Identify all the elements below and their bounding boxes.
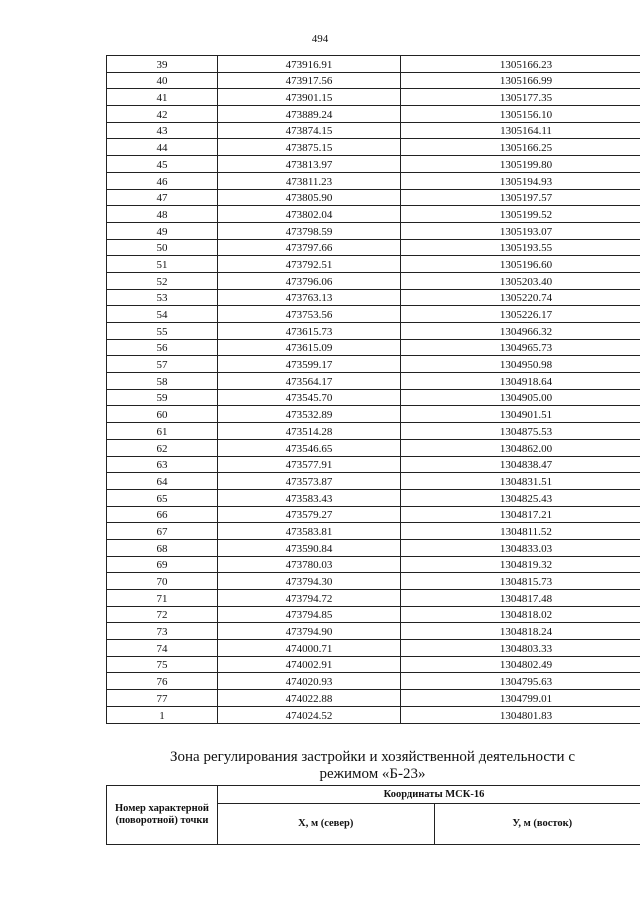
x-coordinate-cell: 473901.15 bbox=[218, 89, 401, 106]
y-coordinate-cell: 1304801.83 bbox=[401, 706, 640, 723]
table-row bbox=[107, 56, 640, 73]
point-number-cell: 58 bbox=[107, 373, 218, 390]
table-row bbox=[107, 489, 640, 506]
table-row bbox=[107, 523, 640, 540]
y-coordinate-cell: 1305203.40 bbox=[401, 272, 640, 289]
x-coordinate-cell: 473875.15 bbox=[218, 139, 401, 156]
table-row bbox=[107, 272, 640, 289]
table-row bbox=[107, 172, 640, 189]
table-row bbox=[107, 206, 640, 223]
y-coordinate-cell: 1304795.63 bbox=[401, 673, 640, 690]
table-row bbox=[107, 606, 640, 623]
x-coordinate-cell: 474024.52 bbox=[218, 706, 401, 723]
point-number-header: Номер характерной (поворотной) точки bbox=[107, 786, 218, 845]
point-number-cell: 53 bbox=[107, 289, 218, 306]
y-coordinate-cell: 1304965.73 bbox=[401, 339, 640, 356]
table-row bbox=[107, 406, 640, 423]
table-row bbox=[107, 239, 640, 256]
y-coordinate-cell: 1304819.32 bbox=[401, 556, 640, 573]
table-row bbox=[107, 356, 640, 373]
point-number-cell: 43 bbox=[107, 122, 218, 139]
x-coordinate-cell: 473917.56 bbox=[218, 72, 401, 89]
x-north-header: X, м (север) bbox=[218, 804, 435, 845]
x-coordinate-cell: 473792.51 bbox=[218, 256, 401, 273]
y-east-header: У, м (восток) bbox=[434, 804, 640, 845]
y-coordinate-cell: 1304838.47 bbox=[401, 456, 640, 473]
table-row bbox=[107, 323, 640, 340]
table-row bbox=[107, 673, 640, 690]
table-row bbox=[107, 690, 640, 707]
point-number-cell: 74 bbox=[107, 640, 218, 657]
table-row bbox=[107, 256, 640, 273]
x-coordinate-cell: 473615.09 bbox=[218, 339, 401, 356]
table-row bbox=[107, 89, 640, 106]
x-coordinate-cell: 473916.91 bbox=[218, 56, 401, 73]
point-number-cell: 65 bbox=[107, 489, 218, 506]
point-number-cell: 55 bbox=[107, 323, 218, 340]
y-coordinate-cell: 1304815.73 bbox=[401, 573, 640, 590]
table-row bbox=[107, 306, 640, 323]
y-coordinate-cell: 1305196.60 bbox=[401, 256, 640, 273]
y-coordinate-cell: 1304803.33 bbox=[401, 640, 640, 657]
table-row bbox=[107, 423, 640, 440]
table-row bbox=[107, 590, 640, 607]
table-row bbox=[107, 339, 640, 356]
table-row bbox=[107, 473, 640, 490]
y-coordinate-cell: 1304817.21 bbox=[401, 506, 640, 523]
table-row bbox=[107, 456, 640, 473]
x-coordinate-cell: 473780.03 bbox=[218, 556, 401, 573]
point-number-cell: 44 bbox=[107, 139, 218, 156]
x-coordinate-cell: 473813.97 bbox=[218, 156, 401, 173]
point-number-cell: 45 bbox=[107, 156, 218, 173]
y-coordinate-cell: 1305156.10 bbox=[401, 106, 640, 123]
table-row bbox=[107, 506, 640, 523]
y-coordinate-cell: 1305197.57 bbox=[401, 189, 640, 206]
point-number-cell: 57 bbox=[107, 356, 218, 373]
y-coordinate-cell: 1304818.02 bbox=[401, 606, 640, 623]
point-number-cell: 73 bbox=[107, 623, 218, 640]
zone-title: Зона регулирования застройки и хозяйственной деятельности с режимом «Б-23» bbox=[170, 749, 575, 782]
x-coordinate-cell: 473583.81 bbox=[218, 523, 401, 540]
coordinates-table-body bbox=[107, 56, 640, 724]
point-number-cell: 69 bbox=[107, 556, 218, 573]
y-coordinate-cell: 1305193.55 bbox=[401, 239, 640, 256]
y-coordinate-cell: 1304811.52 bbox=[401, 523, 640, 540]
y-coordinate-cell: 1304825.43 bbox=[401, 489, 640, 506]
table-row bbox=[107, 106, 640, 123]
x-coordinate-cell: 473763.13 bbox=[218, 289, 401, 306]
point-number-cell: 40 bbox=[107, 72, 218, 89]
point-number-cell: 47 bbox=[107, 189, 218, 206]
point-number-cell: 75 bbox=[107, 656, 218, 673]
y-coordinate-cell: 1304950.98 bbox=[401, 356, 640, 373]
table-row bbox=[107, 573, 640, 590]
table-row bbox=[107, 156, 640, 173]
point-number-cell: 42 bbox=[107, 106, 218, 123]
x-coordinate-cell: 473889.24 bbox=[218, 106, 401, 123]
table-row bbox=[107, 556, 640, 573]
point-number-cell: 72 bbox=[107, 606, 218, 623]
point-number-cell: 54 bbox=[107, 306, 218, 323]
y-coordinate-cell: 1305199.52 bbox=[401, 206, 640, 223]
x-coordinate-cell: 473599.17 bbox=[218, 356, 401, 373]
y-coordinate-cell: 1304966.32 bbox=[401, 323, 640, 340]
point-number-cell: 56 bbox=[107, 339, 218, 356]
y-coordinate-cell: 1304799.01 bbox=[401, 690, 640, 707]
table-row bbox=[107, 122, 640, 139]
y-coordinate-cell: 1304875.53 bbox=[401, 423, 640, 440]
point-number-cell: 66 bbox=[107, 506, 218, 523]
point-number-cell: 77 bbox=[107, 690, 218, 707]
point-number-cell: 63 bbox=[107, 456, 218, 473]
x-coordinate-cell: 473796.06 bbox=[218, 272, 401, 289]
point-number-cell: 48 bbox=[107, 206, 218, 223]
y-coordinate-cell: 1304817.48 bbox=[401, 590, 640, 607]
table-row bbox=[107, 373, 640, 390]
y-coordinate-cell: 1305166.99 bbox=[401, 72, 640, 89]
x-coordinate-cell: 473573.87 bbox=[218, 473, 401, 490]
x-coordinate-cell: 473802.04 bbox=[218, 206, 401, 223]
point-number-cell: 71 bbox=[107, 590, 218, 607]
y-coordinate-cell: 1305199.80 bbox=[401, 156, 640, 173]
y-coordinate-cell: 1304818.24 bbox=[401, 623, 640, 640]
y-coordinate-cell: 1305226.17 bbox=[401, 306, 640, 323]
x-coordinate-cell: 473805.90 bbox=[218, 189, 401, 206]
point-number-cell: 49 bbox=[107, 222, 218, 239]
table-row bbox=[107, 439, 640, 456]
table-row bbox=[107, 539, 640, 556]
y-coordinate-cell: 1305194.93 bbox=[401, 172, 640, 189]
point-number-cell: 68 bbox=[107, 539, 218, 556]
x-coordinate-cell: 473811.23 bbox=[218, 172, 401, 189]
x-coordinate-cell: 473590.84 bbox=[218, 539, 401, 556]
x-coordinate-cell: 473579.27 bbox=[218, 506, 401, 523]
y-coordinate-cell: 1305220.74 bbox=[401, 289, 640, 306]
point-number-cell: 50 bbox=[107, 239, 218, 256]
x-coordinate-cell: 473798.59 bbox=[218, 222, 401, 239]
y-coordinate-cell: 1304833.03 bbox=[401, 539, 640, 556]
x-coordinate-cell: 473794.85 bbox=[218, 606, 401, 623]
point-number-cell: 46 bbox=[107, 172, 218, 189]
x-coordinate-cell: 474020.93 bbox=[218, 673, 401, 690]
table-row bbox=[107, 289, 640, 306]
point-number-cell: 60 bbox=[107, 406, 218, 423]
x-coordinate-cell: 473753.56 bbox=[218, 306, 401, 323]
y-coordinate-cell: 1304862.00 bbox=[401, 439, 640, 456]
point-number-cell: 61 bbox=[107, 423, 218, 440]
y-coordinate-cell: 1304831.51 bbox=[401, 473, 640, 490]
point-number-cell: 62 bbox=[107, 439, 218, 456]
x-coordinate-cell: 474002.91 bbox=[218, 656, 401, 673]
coordinates-system-header: Координаты МСК-16 bbox=[218, 786, 640, 804]
point-number-cell: 41 bbox=[107, 89, 218, 106]
table-row bbox=[107, 656, 640, 673]
point-number-cell: 70 bbox=[107, 573, 218, 590]
y-coordinate-cell: 1305166.25 bbox=[401, 139, 640, 156]
x-coordinate-cell: 473577.91 bbox=[218, 456, 401, 473]
table-row bbox=[107, 623, 640, 640]
x-coordinate-cell: 473514.28 bbox=[218, 423, 401, 440]
y-coordinate-cell: 1304802.49 bbox=[401, 656, 640, 673]
x-coordinate-cell: 474022.88 bbox=[218, 690, 401, 707]
point-number-cell: 76 bbox=[107, 673, 218, 690]
table-row bbox=[107, 389, 640, 406]
page-number: 494 bbox=[311, 33, 329, 45]
x-coordinate-cell: 473794.72 bbox=[218, 590, 401, 607]
y-coordinate-cell: 1305164.11 bbox=[401, 122, 640, 139]
point-number-cell: 52 bbox=[107, 272, 218, 289]
point-number-cell: 67 bbox=[107, 523, 218, 540]
x-coordinate-cell: 473564.17 bbox=[218, 373, 401, 390]
table-row bbox=[107, 640, 640, 657]
table-row bbox=[107, 72, 640, 89]
y-coordinate-cell: 1304905.00 bbox=[401, 389, 640, 406]
point-number-cell: 39 bbox=[107, 56, 218, 73]
table-row bbox=[107, 189, 640, 206]
point-number-cell: 59 bbox=[107, 389, 218, 406]
x-coordinate-cell: 473794.90 bbox=[218, 623, 401, 640]
table-row bbox=[107, 139, 640, 156]
y-coordinate-cell: 1305177.35 bbox=[401, 89, 640, 106]
zone-coordinates-header-table bbox=[106, 785, 640, 845]
y-coordinate-cell: 1305193.07 bbox=[401, 222, 640, 239]
point-number-cell: 64 bbox=[107, 473, 218, 490]
y-coordinate-cell: 1304901.51 bbox=[401, 406, 640, 423]
x-coordinate-cell: 473874.15 bbox=[218, 122, 401, 139]
x-coordinate-cell: 473546.65 bbox=[218, 439, 401, 456]
coordinates-table bbox=[106, 55, 640, 724]
x-coordinate-cell: 473615.73 bbox=[218, 323, 401, 340]
x-coordinate-cell: 473794.30 bbox=[218, 573, 401, 590]
point-number-cell: 51 bbox=[107, 256, 218, 273]
table-row bbox=[107, 706, 640, 723]
x-coordinate-cell: 473583.43 bbox=[218, 489, 401, 506]
x-coordinate-cell: 474000.71 bbox=[218, 640, 401, 657]
table-row bbox=[107, 222, 640, 239]
y-coordinate-cell: 1304918.64 bbox=[401, 373, 640, 390]
point-number-cell: 1 bbox=[107, 706, 218, 723]
x-coordinate-cell: 473532.89 bbox=[218, 406, 401, 423]
y-coordinate-cell: 1305166.23 bbox=[401, 56, 640, 73]
x-coordinate-cell: 473545.70 bbox=[218, 389, 401, 406]
x-coordinate-cell: 473797.66 bbox=[218, 239, 401, 256]
